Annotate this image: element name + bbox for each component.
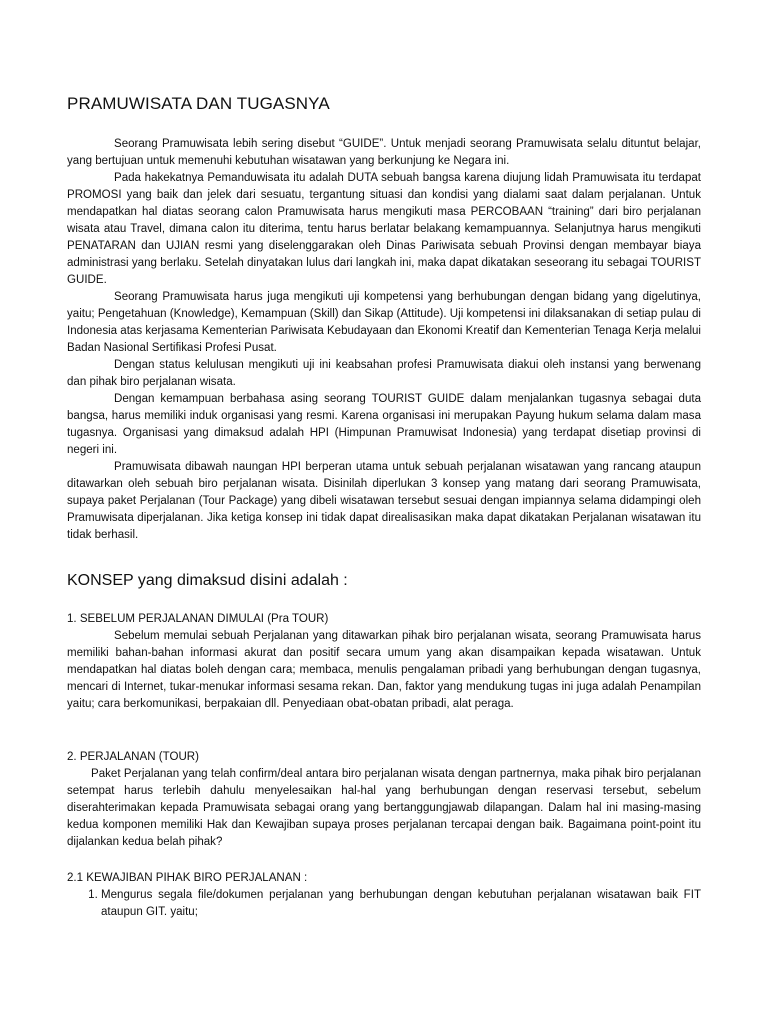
section-2-body [67, 766, 701, 851]
intro-paragraph-5: Dengan kemampuan berbahasa asing seorang TOURIST GUIDE dalam menjalankan tugasnya sebagai duta bangsa, harus memiliki induk organisasi yang resmi. Karena organisasi ini merupakan Payung hukum selama dalam masa tugasnya. Organisasi yang dimaksud adalah HPI (Himpunan Pramuwisat Indonesia) yang terdapat disetiap provinsi di negeri ini. [67, 393, 701, 456]
section-2-1-list-wrap [67, 887, 701, 921]
section-2-1-heading: 2.1 KEWAJIBAN PIHAK BIRO PERJALANAN : [67, 872, 308, 884]
konsep-heading: KONSEP yang dimaksud disini adalah : [67, 572, 348, 589]
intro-paragraph-4: Dengan status kelulusan mengikuti uji ini keabsahan profesi Pramuwisata diakui oleh instansi yang berwenang dan pihak biro perjalanan wisata. [67, 359, 701, 388]
section-2-1-list [67, 887, 701, 921]
intro-paragraph-1: Seorang Pramuwisata lebih sering disebut “GUIDE”. Untuk menjadi seorang Pramuwisata selalu dituntut belajar, yang bertujuan untuk memenuhi kebutuhan wisatawan yang berkunjung ke Negara ini. [67, 138, 701, 167]
section-1-heading: 1. SEBELUM PERJALANAN DIMULAI (Pra TOUR) [67, 613, 329, 625]
list-item: 1. Mengurus segala file/dokumen perjalanan yang berhubungan dengan kebutuhan perjalanan wisatawan baik FIT ataupun GIT. yaitu; [101, 887, 701, 921]
page-title: PRAMUWISATA DAN TUGASNYA [67, 94, 330, 113]
section-1-body [67, 628, 701, 713]
intro-paragraph-2: Pada hakekatnya Pemanduwisata itu adalah DUTA sebuah bangsa karena diujung lidah Pramuwisata itu terdapat PROMOSI yang baik dan jelek dari sesuatu, tergantung situasi dan kondisi yang dialami saat dalam perjalanan. Untuk mendapatkan hal diatas seorang calon Pramuwisata harus mengikuti masa PERCOBAAN “training” dari biro perjalanan wisata atau Travel, dimana calon itu diterima, tentu harus berlatar belakang kemampuannya. Selanjutnya harus mengikuti PENATARAN dan UJIAN resmi yang diselenggarakan oleh Dinas Pariwisata sebuah Provinsi dengan membayar biaya administrasi yang berlaku. Setelah dinyatakan lulus dari langkah ini, maka dapat dikatakan seseorang itu sebagai TOURIST GUIDE. [67, 172, 701, 286]
intro-paragraph-3: Seorang Pramuwisata harus juga mengikuti uji kompetensi yang berhubungan dengan bidang yang digelutinya, yaitu; Pengetahuan (Knowledge), Kemampuan (Skill) dan Sikap (Attitude). Uji kompetensi ini dilaksanakan di setiap pulau di Indonesia atas kerjasama Kementerian Pariwisata Kebudayaan dan Ekonomi Kreatif dan Kementerian Tenaga Kerja melalui Badan Nasional Sertifikasi Profesi Pusat. [67, 291, 701, 354]
section-2-heading: 2. PERJALANAN (TOUR) [67, 751, 199, 763]
section-1-text: Sebelum memulai sebuah Perjalanan yang ditawarkan pihak biro perjalanan wisata, seorang Pramuwisata harus memiliki bahan-bahan informasi akurat dan positif secara umum yang akan disampaikan kepada wisatawan. Untuk mendapatkan hal diatas boleh dengan cara; membaca, menulis pengalaman pribadi yang berhubungan dengan tugasnya, mencari di Internet, tukar-menukar informasi sesama rekan. Dan, faktor yang mendukung tugas ini juga adalah Penampilan yaitu; cara berkomunikasi, berpakaian dll. Penyediaan obat-obatan pribadi, alat peraga. [67, 630, 701, 710]
intro-paragraph-6: Pramuwisata dibawah naungan HPI berperan utama untuk sebuah perjalanan wisatawan yang rancang ataupun ditawarkan oleh sebuah biro perjalanan wisata. Disinilah diperlukan 3 konsep yang matang dari seorang Pramuwisata, supaya paket Perjalanan (Tour Package) yang dibeli wisatawan tersebut sesuai dengan impiannya selama didampingi oleh Pramuwisata diperjalanan. Jika ketiga konsep ini tidak dapat direalisasikan maka dapat dikatakan Perjalanan wisatawan itu tidak berhasil. [67, 461, 701, 541]
intro-section [67, 136, 701, 544]
section-2-text: Paket Perjalanan yang telah confirm/deal antara biro perjalanan wisata dengan partnernya, maka pihak biro perjalanan setempat harus terlebih dahulu menyelesaikan hal-hal yang berhubungan dengan reservasi tersebut, sebelum diserahterimakan kepada Pramuwisata sebagai orang yang bertanggungjawab dilapangan. Dalam hal ini masing-masing kedua komponen memiliki Hak dan Kewajiban supaya proses perjalanan tercapai dengan baik. Bagaimana point-point itu dijalankan kedua belah pihak? [67, 768, 701, 848]
